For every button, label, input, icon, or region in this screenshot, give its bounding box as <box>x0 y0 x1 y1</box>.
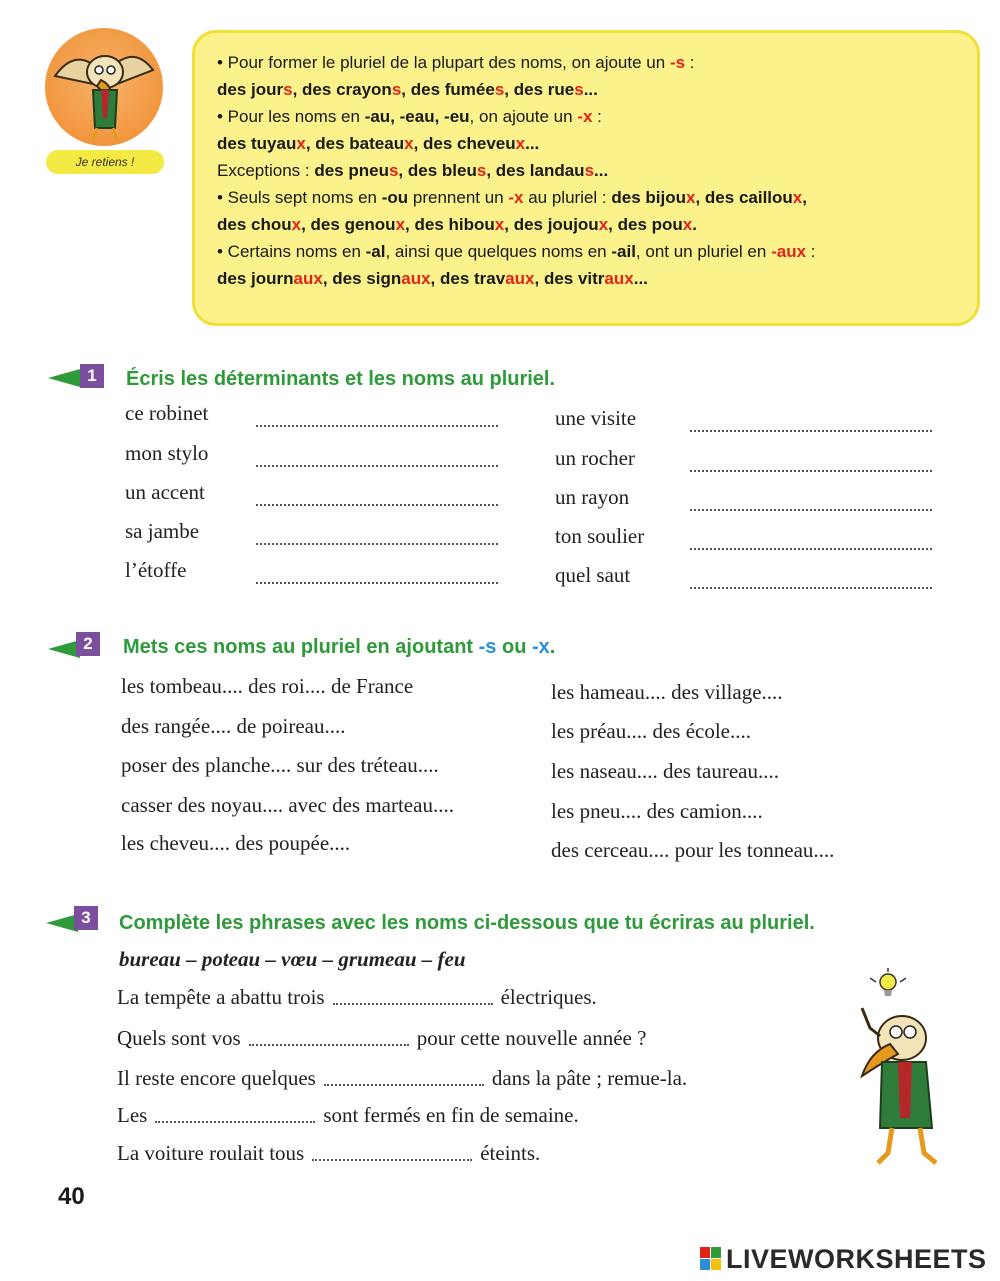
rule-3-examples <box>217 211 959 238</box>
answer-line[interactable] <box>690 548 932 550</box>
example-ending: x <box>291 215 302 234</box>
answer-line[interactable] <box>256 582 498 584</box>
rule-suffix: -aux <box>771 242 807 261</box>
example-separator: ... <box>583 80 598 99</box>
example-ending: x <box>682 215 693 234</box>
example-stem: des sign <box>332 269 402 288</box>
example-stem: des joujou <box>513 215 599 234</box>
rule-1 <box>217 49 959 76</box>
exercise-1-title: Écris les déterminants et les noms au pluriel. <box>126 368 556 390</box>
example-separator: , <box>504 215 514 234</box>
example-separator: , <box>504 80 514 99</box>
rule-2-examples <box>217 130 959 157</box>
exercise-1-word: quel saut <box>555 563 631 587</box>
rule-text: • Certains noms en <box>217 242 366 261</box>
exercise-1-word: sa jambe <box>125 519 200 543</box>
exercise-3-sentence <box>117 1141 540 1166</box>
exercise-1-word: une visite <box>555 406 637 430</box>
answer-line[interactable] <box>690 587 932 589</box>
example-separator: , <box>301 215 311 234</box>
example-ending: s <box>584 161 595 180</box>
example-stem: des chou <box>217 215 292 234</box>
example-stem: des crayon <box>302 80 392 99</box>
example-stem: des pneu <box>314 161 389 180</box>
rule-ending: -au, -eau, -eu <box>364 107 470 126</box>
example-separator: , <box>608 215 618 234</box>
exercise-3-sentence <box>117 1103 579 1128</box>
sentence-end: sont fermés en fin de semaine. <box>323 1103 579 1127</box>
example-separator: , <box>802 188 807 207</box>
bird-mascot-icon <box>45 28 163 146</box>
rule-ending: -ail <box>611 242 636 261</box>
rule-text: : <box>685 53 695 72</box>
exceptions-examples <box>314 161 608 180</box>
rule-suffix: -x <box>508 188 524 207</box>
example-ending: aux <box>604 269 634 288</box>
example-separator: , <box>305 134 316 153</box>
exercise-2-number: 2 <box>76 632 100 656</box>
exercise-1-number: 1 <box>80 364 104 388</box>
exercise-1-word: ton soulier <box>555 524 645 548</box>
example-stem: des caillou <box>704 188 793 207</box>
rule-text: prennent un <box>408 188 509 207</box>
sentence-start: Les <box>117 1103 148 1127</box>
rule-suffix: -s <box>669 53 686 72</box>
exercise-1-word: l’étoffe <box>125 558 187 582</box>
exercise-2-line[interactable]: les naseau.... des taureau.... <box>551 759 779 783</box>
example-separator: , <box>398 161 408 180</box>
rule-2 <box>217 103 959 130</box>
brand-name: LIVEWORKSHEETS <box>726 1244 987 1274</box>
rule-text: • Seuls sept noms en <box>217 188 382 207</box>
example-ending: x <box>515 134 526 153</box>
rule-3 <box>217 184 959 211</box>
example-ending: s <box>476 161 487 180</box>
exercise-1-word: un accent <box>125 480 205 504</box>
exercise-3-sentence <box>117 1066 687 1091</box>
exercise-2-line[interactable]: casser des noyau.... avec des marteau.... <box>121 793 454 817</box>
example-separator: , <box>405 215 415 234</box>
example-stem: des bateau <box>315 134 405 153</box>
sentence-start: Il reste encore quelques <box>117 1066 316 1090</box>
title-text: . <box>549 636 556 658</box>
exceptions-line <box>217 157 959 184</box>
title-text: ou <box>496 636 532 658</box>
example-ending: s <box>574 80 584 99</box>
example-separator: . <box>692 215 697 234</box>
exercise-3-number: 3 <box>74 906 98 930</box>
rule-box <box>192 30 980 326</box>
example-ending: aux <box>505 269 535 288</box>
word-list: bureau – poteau – vœu – grumeau – feu <box>119 947 466 971</box>
rule-text: • Pour former le pluriel de la plupart des noms, on ajoute un <box>217 53 670 72</box>
exercise-3-sentence <box>117 1026 646 1051</box>
exercise-1-word: un rayon <box>555 485 630 509</box>
example-ending: aux <box>401 269 431 288</box>
rule-text: , ainsi que quelques noms en <box>385 242 612 261</box>
example-stem: des pou <box>617 215 683 234</box>
example-stem: des trav <box>439 269 506 288</box>
example-stem: des hibou <box>414 215 495 234</box>
rule-suffix: -x <box>577 107 593 126</box>
example-separator: ... <box>594 161 609 180</box>
sentence-end: électriques. <box>500 985 597 1009</box>
example-ending: aux <box>293 269 323 288</box>
answer-blank[interactable] <box>312 1159 472 1161</box>
sentence-start: Quels sont vos <box>117 1026 241 1050</box>
badge-label: Je retiens ! <box>46 150 164 174</box>
example-stem: des genou <box>310 215 396 234</box>
page-number: 40 <box>58 1183 85 1210</box>
example-stem: des bleu <box>407 161 477 180</box>
example-separator: , <box>430 269 440 288</box>
exercise-1-word: mon stylo <box>125 441 209 465</box>
exercise-2-line[interactable]: les préau.... des école.... <box>551 719 752 743</box>
rule-ending: -al <box>365 242 386 261</box>
example-ending: x <box>395 215 406 234</box>
example-ending: s <box>494 80 505 99</box>
rule-3-examples-a <box>611 188 807 207</box>
answer-line[interactable] <box>256 504 498 506</box>
example-ending: s <box>283 80 293 99</box>
sentence-end: pour cette nouvelle année ? <box>416 1026 647 1050</box>
example-stem: des jour <box>217 80 284 99</box>
liveworksheets-logo-icon <box>700 1247 722 1271</box>
exercise-3-title: Complète les phrases avec les noms ci-dessous que tu écriras au pluriel. <box>119 912 815 934</box>
exercise-2-line[interactable]: les hameau.... des village.... <box>551 680 783 704</box>
rule-1-examples <box>217 76 959 103</box>
example-ending: x <box>598 215 609 234</box>
rule-4-examples <box>217 265 959 292</box>
rule-text: , ont un pluriel en <box>635 242 772 261</box>
answer-line[interactable] <box>256 425 498 427</box>
example-separator: , <box>534 269 544 288</box>
example-ending: x <box>404 134 414 153</box>
rule-ending: -ou <box>381 188 409 207</box>
answer-line[interactable] <box>690 470 932 472</box>
example-separator: , <box>322 269 333 288</box>
answer-line[interactable] <box>690 430 932 432</box>
answer-blank[interactable] <box>155 1121 315 1123</box>
sentence-start: La tempête a abattu trois <box>117 985 325 1009</box>
example-separator: , <box>413 134 424 153</box>
exercise-2-line[interactable]: les cheveu.... des poupée.... <box>121 831 351 855</box>
example-separator: , <box>401 80 411 99</box>
example-stem: des landau <box>495 161 585 180</box>
example-separator: , <box>486 161 496 180</box>
rule-text: au pluriel : <box>523 188 612 207</box>
example-stem: des tuyau <box>217 134 297 153</box>
exercise-1-word: ce robinet <box>125 401 209 425</box>
example-stem: des cheveu <box>423 134 516 153</box>
exercise-2-line[interactable]: des rangée.... de poireau.... <box>121 714 346 738</box>
rule-text: : <box>592 107 602 126</box>
example-ending: s <box>388 161 399 180</box>
example-ending: x <box>296 134 306 153</box>
example-stem: des rue <box>513 80 575 99</box>
example-ending: s <box>391 80 402 99</box>
example-ending: x <box>686 188 696 207</box>
rule-4 <box>217 238 959 265</box>
example-stem: des bijou <box>611 188 686 207</box>
example-separator: , <box>695 188 705 207</box>
title-suffix-x: -x <box>531 636 550 658</box>
exercise-2-line[interactable]: des cerceau.... pour les tonneau.... <box>551 838 835 862</box>
exercise-2-line[interactable]: les tombeau.... des roi.... de France <box>121 674 414 698</box>
example-separator: ... <box>633 269 648 288</box>
answer-blank[interactable] <box>249 1044 409 1046</box>
answer-blank[interactable] <box>324 1084 484 1086</box>
example-ending: x <box>792 188 803 207</box>
mascot-badge <box>45 28 163 146</box>
answer-line[interactable] <box>690 509 932 511</box>
example-ending: x <box>494 215 505 234</box>
sentence-end: dans la pâte ; remue-la. <box>491 1066 688 1090</box>
exercise-2-line[interactable]: poser des planche.... sur des tréteau.... <box>121 753 439 777</box>
title-suffix-s: -s <box>478 636 497 658</box>
example-separator: ... <box>525 134 540 153</box>
exercise-2-line[interactable]: les pneu.... des camion.... <box>551 799 763 823</box>
answer-line[interactable] <box>256 465 498 467</box>
exercise-1-word: un rocher <box>555 446 635 470</box>
rule-text: , on ajoute un <box>469 107 578 126</box>
answer-line[interactable] <box>256 543 498 545</box>
example-stem: des fumée <box>410 80 495 99</box>
exceptions-label: Exceptions : <box>217 161 315 180</box>
sentence-start: La voiture roulait tous <box>117 1141 305 1165</box>
example-separator: , <box>292 80 303 99</box>
example-stem: des vitr <box>543 269 605 288</box>
exercise-arrow-icon <box>48 369 80 387</box>
exercise-2-title <box>123 636 555 659</box>
exercise-3-sentence <box>117 985 597 1010</box>
rule-text: • Pour les noms en <box>217 107 365 126</box>
example-stem: des journ <box>217 269 294 288</box>
title-text: Mets ces noms au pluriel en ajoutant <box>123 636 479 658</box>
answer-blank[interactable] <box>333 1003 493 1005</box>
rule-text: : <box>806 242 816 261</box>
sentence-end: éteints. <box>480 1141 541 1165</box>
bird-idea-icon <box>840 968 960 1173</box>
